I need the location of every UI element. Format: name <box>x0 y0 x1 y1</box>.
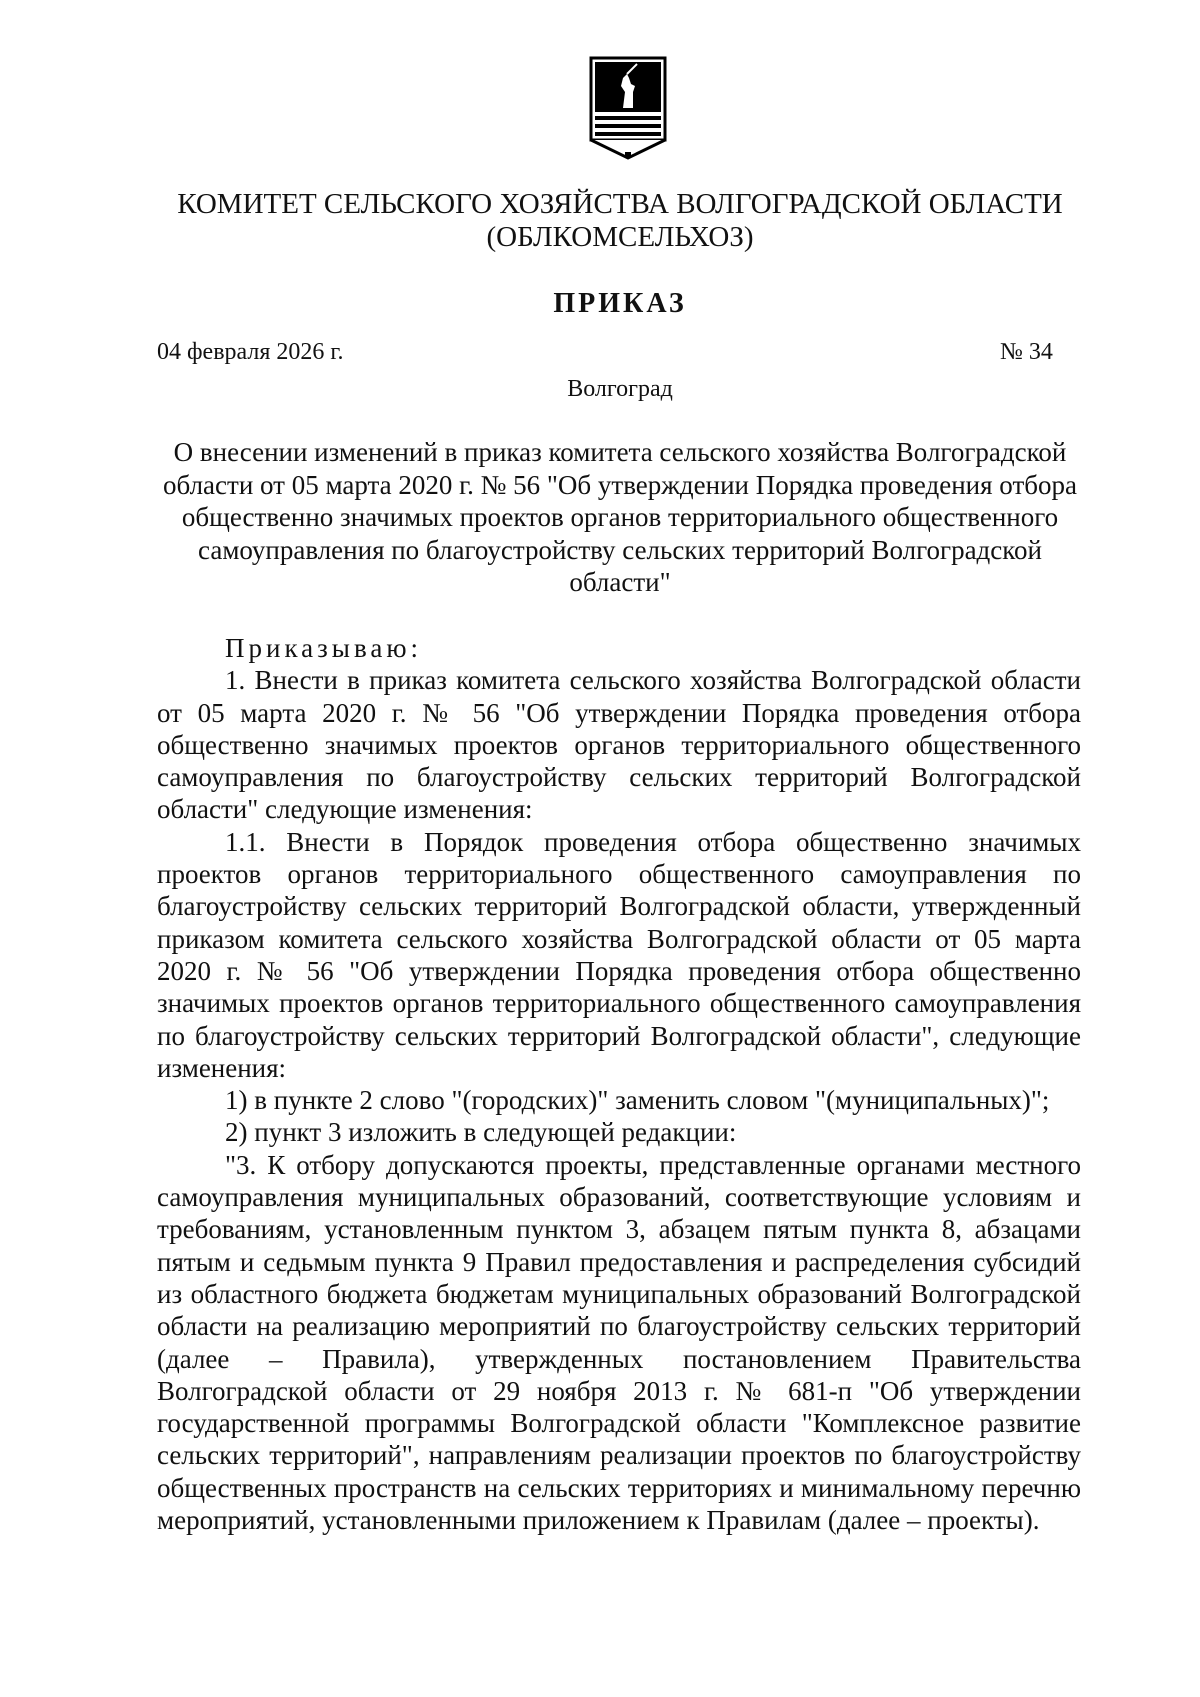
volgograd-coat-of-arms-icon <box>587 56 669 168</box>
subitem-2: 2) пункт 3 изложить в следующей редакции: <box>225 1117 737 1148</box>
document-date: 04 февраля 2026 г. <box>157 339 344 365</box>
document-city: Волгоград <box>567 376 673 402</box>
subitem-1: 1) в пункте 2 слово "(городских)" заменить словом "(муниципальных)"; <box>225 1085 1050 1116</box>
organization-name: КОМИТЕТ СЕЛЬСКОГО ХОЗЯЙСТВА ВОЛГОГРАДСКОЙ ОБЛАСТИ <box>177 188 1063 220</box>
document-type-title: ПРИКАЗ <box>553 288 687 319</box>
paragraph-1-1: 1.1. Внести в Порядок проведения отбора общественно значимых проектов органов территориального общественного самоуправления по благоустройству сельских территорий Волгоградской области, утвержденный приказом комитета сельского хозяйства Волгоградской области от 05 марта 2020 г. № 56 "Об утверждении Порядка проведения отбора общественно значимых проектов органов территориального общественного самоуправления по благоустройству сельских территорий Волгоградской области", следующие изменения: <box>157 826 1081 1083</box>
paragraph-1: 1. Внести в приказ комитета сельского хозяйства Волгоградской области от 05 марта 2020 г. № 56 "Об утверждении Порядка проведения отбора общественно значимых проектов органов территориального общественного самоуправления по благоустройству сельских территорий Волгоградской области" следующие изменения: <box>157 665 1081 825</box>
document-subject: О внесении изменений в приказ комитета сельского хозяйства Волгоградской области от 05 марта 2020 г. № 56 "Об утверждении Порядка проведения отбора общественно значимых проектов органов территориального общественного самоуправления по благоустройству сельских территорий Волгоградской области" <box>163 437 1077 597</box>
quoted-point-3: "3. К отбору допускаются проекты, представленные органами местного самоуправления муниципальных образований, соответствующие условиям и требованиям, установленным пунктом 3, абзацем пятым пункта 8, абзацами пятым и седьмым пункта 9 Правил предоставления и распределения субсидий из областного бюджета бюджетам муниципальных образований Волгоградской области на реализацию мероприятий по благоустройству сельских территорий (далее – Правила), утвержденных постановлением Правительства Волгоградской области от 29 ноября 2013 г. № 681-п "Об утверждении государственной программы Волгоградской области "Комплексное развитие сельских территорий", направлениям реализации проектов по благоустройству общественных пространств на сельских территориях и минимальному перечню мероприятий, установленными приложением к Правилам (далее – проекты). <box>157 1149 1081 1536</box>
document-body <box>157 632 1081 1536</box>
document-number: № 34 <box>1000 339 1053 365</box>
order-word: Приказываю: <box>225 633 422 663</box>
organization-abbreviation: (ОБЛКОМСЕЛЬХОЗ) <box>486 221 754 253</box>
